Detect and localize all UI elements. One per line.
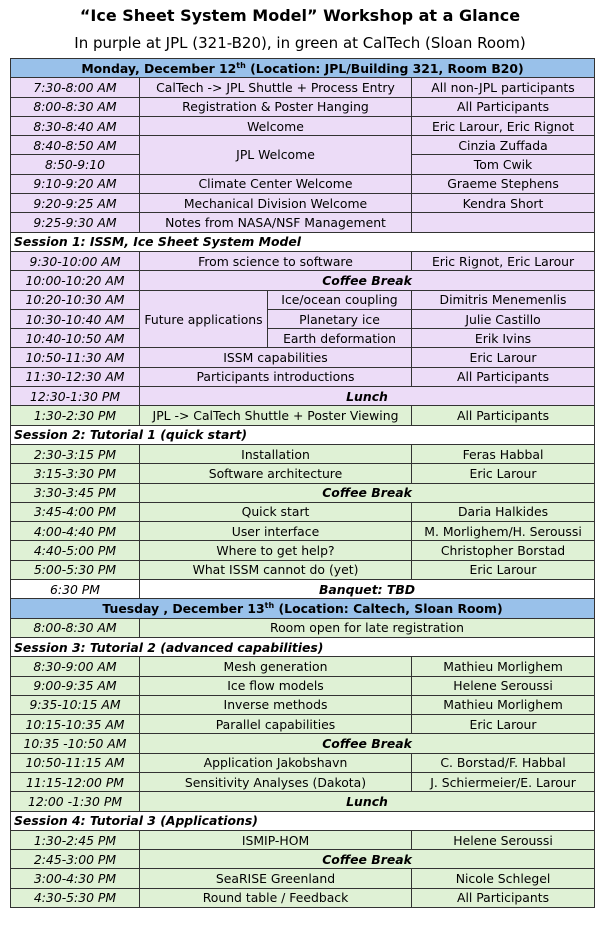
presenter-cell: Helene Seroussi: [412, 830, 595, 849]
schedule-row: [11, 580, 595, 599]
presenter-cell: Helene Seroussi: [412, 676, 595, 695]
time-cell: 4:00-4:40 PM: [11, 522, 140, 541]
day-header-tuesday: [11, 599, 595, 618]
presenter-cell: Christopher Borstad: [412, 541, 595, 560]
session-header: [11, 425, 595, 444]
time-cell: 9:30-10:00 AM: [11, 251, 140, 270]
schedule-row: [11, 290, 595, 309]
event-cell: Room open for late registration: [140, 618, 595, 637]
event-cell: Climate Center Welcome: [140, 174, 412, 193]
schedule-row: [11, 194, 595, 213]
day-header-sup: th: [264, 600, 275, 610]
day-header-location: (Location: JPL/Building 321, Room B20): [245, 60, 524, 76]
event-cell: SeaRISE Greenland: [140, 869, 412, 888]
day-header-monday: [11, 59, 595, 78]
schedule-row: [11, 213, 595, 232]
time-cell: 10:50-11:15 AM: [11, 753, 140, 772]
time-cell: 9:25-9:30 AM: [11, 213, 140, 232]
schedule-row: [11, 792, 595, 811]
presenter-cell: All Participants: [412, 888, 595, 907]
presenter-cell: Cinzia Zuffada: [412, 136, 595, 155]
schedule-row: [11, 715, 595, 734]
session-header: [11, 637, 595, 656]
time-cell: 3:00-4:30 PM: [11, 869, 140, 888]
time-cell: 9:10-9:20 AM: [11, 174, 140, 193]
time-cell: 8:50-9:10: [11, 155, 140, 174]
event-cell: Planetary ice: [268, 309, 412, 328]
event-cell: Sensitivity Analyses (Dakota): [140, 772, 412, 791]
schedule-row: [11, 367, 595, 386]
schedule-row: [11, 329, 595, 348]
banquet-cell: Banquet: TBD: [140, 580, 595, 599]
event-cell: JPL Welcome: [140, 136, 412, 175]
presenter-cell: Nicole Schlegel: [412, 869, 595, 888]
presenter-cell: Daria Halkides: [412, 502, 595, 521]
event-cell: Quick start: [140, 502, 412, 521]
schedule-row: [11, 444, 595, 463]
break-cell: Coffee Break: [140, 734, 595, 753]
event-cell: Software architecture: [140, 464, 412, 483]
session-title: Session 4: Tutorial 3 (Applications): [11, 811, 595, 830]
schedule-row: [11, 97, 595, 116]
presenter-cell: All Participants: [412, 406, 595, 425]
event-cell: ISMIP-HOM: [140, 830, 412, 849]
presenter-cell: Eric Larour: [412, 560, 595, 579]
event-cell: Ice/ocean coupling: [268, 290, 412, 309]
event-cell: Mechanical Division Welcome: [140, 194, 412, 213]
presenter-cell: M. Morlighem/H. Seroussi: [412, 522, 595, 541]
schedule-row: [11, 271, 595, 290]
presenter-cell: Feras Habbal: [412, 444, 595, 463]
presenter-cell: Tom Cwik: [412, 155, 595, 174]
time-cell: 10:50-11:30 AM: [11, 348, 140, 367]
schedule-row: [11, 464, 595, 483]
presenter-cell: Eric Larour, Eric Rignot: [412, 116, 595, 135]
event-cell: Ice flow models: [140, 676, 412, 695]
presenter-cell: All Participants: [412, 97, 595, 116]
event-cell: Parallel capabilities: [140, 715, 412, 734]
time-cell: 9:00-9:35 AM: [11, 676, 140, 695]
time-cell: 8:30-9:00 AM: [11, 657, 140, 676]
schedule-row: [11, 483, 595, 502]
schedule-row: [11, 560, 595, 579]
page-title: “Ice Sheet System Model” Workshop at a Glance: [79, 6, 521, 25]
presenter-cell: Mathieu Morlighem: [412, 657, 595, 676]
schedule-row: [11, 869, 595, 888]
event-cell: Mesh generation: [140, 657, 412, 676]
break-cell: Coffee Break: [140, 483, 595, 502]
time-cell: 12:30-1:30 PM: [11, 387, 140, 406]
event-cell: Application Jakobshavn: [140, 753, 412, 772]
schedule-row: [11, 850, 595, 869]
session-title: Session 1: ISSM, Ice Sheet System Model: [11, 232, 595, 251]
time-cell: 12:00 -1:30 PM: [11, 792, 140, 811]
break-cell: Coffee Break: [140, 271, 595, 290]
session-title: Session 3: Tutorial 2 (advanced capabilities): [11, 637, 595, 656]
schedule-table: [10, 58, 595, 908]
event-cell: Registration & Poster Hanging: [140, 97, 412, 116]
event-cell: What ISSM cannot do (yet): [140, 560, 412, 579]
time-cell: 1:30-2:45 PM: [11, 830, 140, 849]
event-cell: User interface: [140, 522, 412, 541]
time-cell: 11:15-12:00 PM: [11, 772, 140, 791]
schedule-row: [11, 657, 595, 676]
schedule-row: [11, 541, 595, 560]
schedule-row: [11, 502, 595, 521]
schedule-row: [11, 888, 595, 907]
schedule-row: [11, 348, 595, 367]
presenter-cell: Eric Larour: [412, 348, 595, 367]
event-cell: Participants introductions: [140, 367, 412, 386]
schedule-row: [11, 174, 595, 193]
group-cell: Future applications: [140, 290, 268, 348]
schedule-row: [11, 522, 595, 541]
schedule-row: [11, 116, 595, 135]
event-cell: Welcome: [140, 116, 412, 135]
time-cell: 3:30-3:45 PM: [11, 483, 140, 502]
time-cell: 8:40-8:50 AM: [11, 136, 140, 155]
time-cell: 3:45-4:00 PM: [11, 502, 140, 521]
schedule-row: [11, 406, 595, 425]
event-cell: Earth deformation: [268, 329, 412, 348]
time-cell: 9:35-10:15 AM: [11, 695, 140, 714]
time-cell: 5:00-5:30 PM: [11, 560, 140, 579]
event-cell: CalTech -> JPL Shuttle + Process Entry: [140, 78, 412, 97]
event-cell: Inverse methods: [140, 695, 412, 714]
time-cell: 11:30-12:30 AM: [11, 367, 140, 386]
schedule-row: [11, 251, 595, 270]
time-cell: 10:30-10:40 AM: [11, 309, 140, 328]
presenter-cell: Graeme Stephens: [412, 174, 595, 193]
event-cell: ISSM capabilities: [140, 348, 412, 367]
break-cell: Lunch: [140, 387, 595, 406]
schedule-row: [11, 772, 595, 791]
presenter-cell: [412, 213, 595, 232]
presenter-cell: Erik Ivins: [412, 329, 595, 348]
schedule-row: [11, 734, 595, 753]
time-cell: 10:20-10:30 AM: [11, 290, 140, 309]
presenter-cell: Julie Castillo: [412, 309, 595, 328]
time-cell: 10:00-10:20 AM: [11, 271, 140, 290]
time-cell: 4:30-5:30 PM: [11, 888, 140, 907]
presenter-cell: Kendra Short: [412, 194, 595, 213]
time-cell: 10:15-10:35 AM: [11, 715, 140, 734]
event-cell: From science to software: [140, 251, 412, 270]
time-cell: 4:40-5:00 PM: [11, 541, 140, 560]
session-header: [11, 232, 595, 251]
session-title: Session 2: Tutorial 1 (quick start): [11, 425, 595, 444]
time-cell: 8:00-8:30 AM: [11, 618, 140, 637]
day-header-text: Tuesday , December 13: [102, 600, 265, 616]
presenter-cell: Eric Larour: [412, 464, 595, 483]
time-cell: 10:35 -10:50 AM: [11, 734, 140, 753]
break-cell: Coffee Break: [140, 850, 595, 869]
time-cell: 2:30-3:15 PM: [11, 444, 140, 463]
time-cell: 8:30-8:40 AM: [11, 116, 140, 135]
schedule-row: [11, 830, 595, 849]
schedule-row: [11, 387, 595, 406]
presenter-cell: All non-JPL participants: [412, 78, 595, 97]
time-cell: 6:30 PM: [11, 580, 140, 599]
schedule-row: [11, 136, 595, 155]
day-header-sup: th: [236, 60, 246, 70]
schedule-row: [11, 753, 595, 772]
schedule-row: [11, 695, 595, 714]
time-cell: 9:20-9:25 AM: [11, 194, 140, 213]
presenter-cell: Dimitris Menemenlis: [412, 290, 595, 309]
presenter-cell: J. Schiermeier/E. Larour: [412, 772, 595, 791]
time-cell: 2:45-3:00 PM: [11, 850, 140, 869]
presenter-cell: C. Borstad/F. Habbal: [412, 753, 595, 772]
time-cell: 10:40-10:50 AM: [11, 329, 140, 348]
event-cell: JPL -> CalTech Shuttle + Poster Viewing: [140, 406, 412, 425]
time-cell: 7:30-8:00 AM: [11, 78, 140, 97]
event-cell: Round table / Feedback: [140, 888, 412, 907]
schedule-row: [11, 78, 595, 97]
break-cell: Lunch: [140, 792, 595, 811]
presenter-cell: Eric Rignot, Eric Larour: [412, 251, 595, 270]
event-cell: Where to get help?: [140, 541, 412, 560]
day-header-text: Monday, December 12: [81, 60, 237, 76]
schedule-row: [11, 309, 595, 328]
time-cell: 8:00-8:30 AM: [11, 97, 140, 116]
session-header: [11, 811, 595, 830]
presenter-cell: Mathieu Morlighem: [412, 695, 595, 714]
presenter-cell: All Participants: [412, 367, 595, 386]
schedule-row: [11, 676, 595, 695]
schedule-row: [11, 618, 595, 637]
day-header-location: (Location: Caltech, Sloan Room): [274, 600, 503, 616]
presenter-cell: Eric Larour: [412, 715, 595, 734]
event-cell: Installation: [140, 444, 412, 463]
page-subtitle: In purple at JPL (321-B20), in green at CalTech (Sloan Room): [74, 34, 526, 52]
event-cell: Notes from NASA/NSF Management: [140, 213, 412, 232]
time-cell: 1:30-2:30 PM: [11, 406, 140, 425]
time-cell: 3:15-3:30 PM: [11, 464, 140, 483]
